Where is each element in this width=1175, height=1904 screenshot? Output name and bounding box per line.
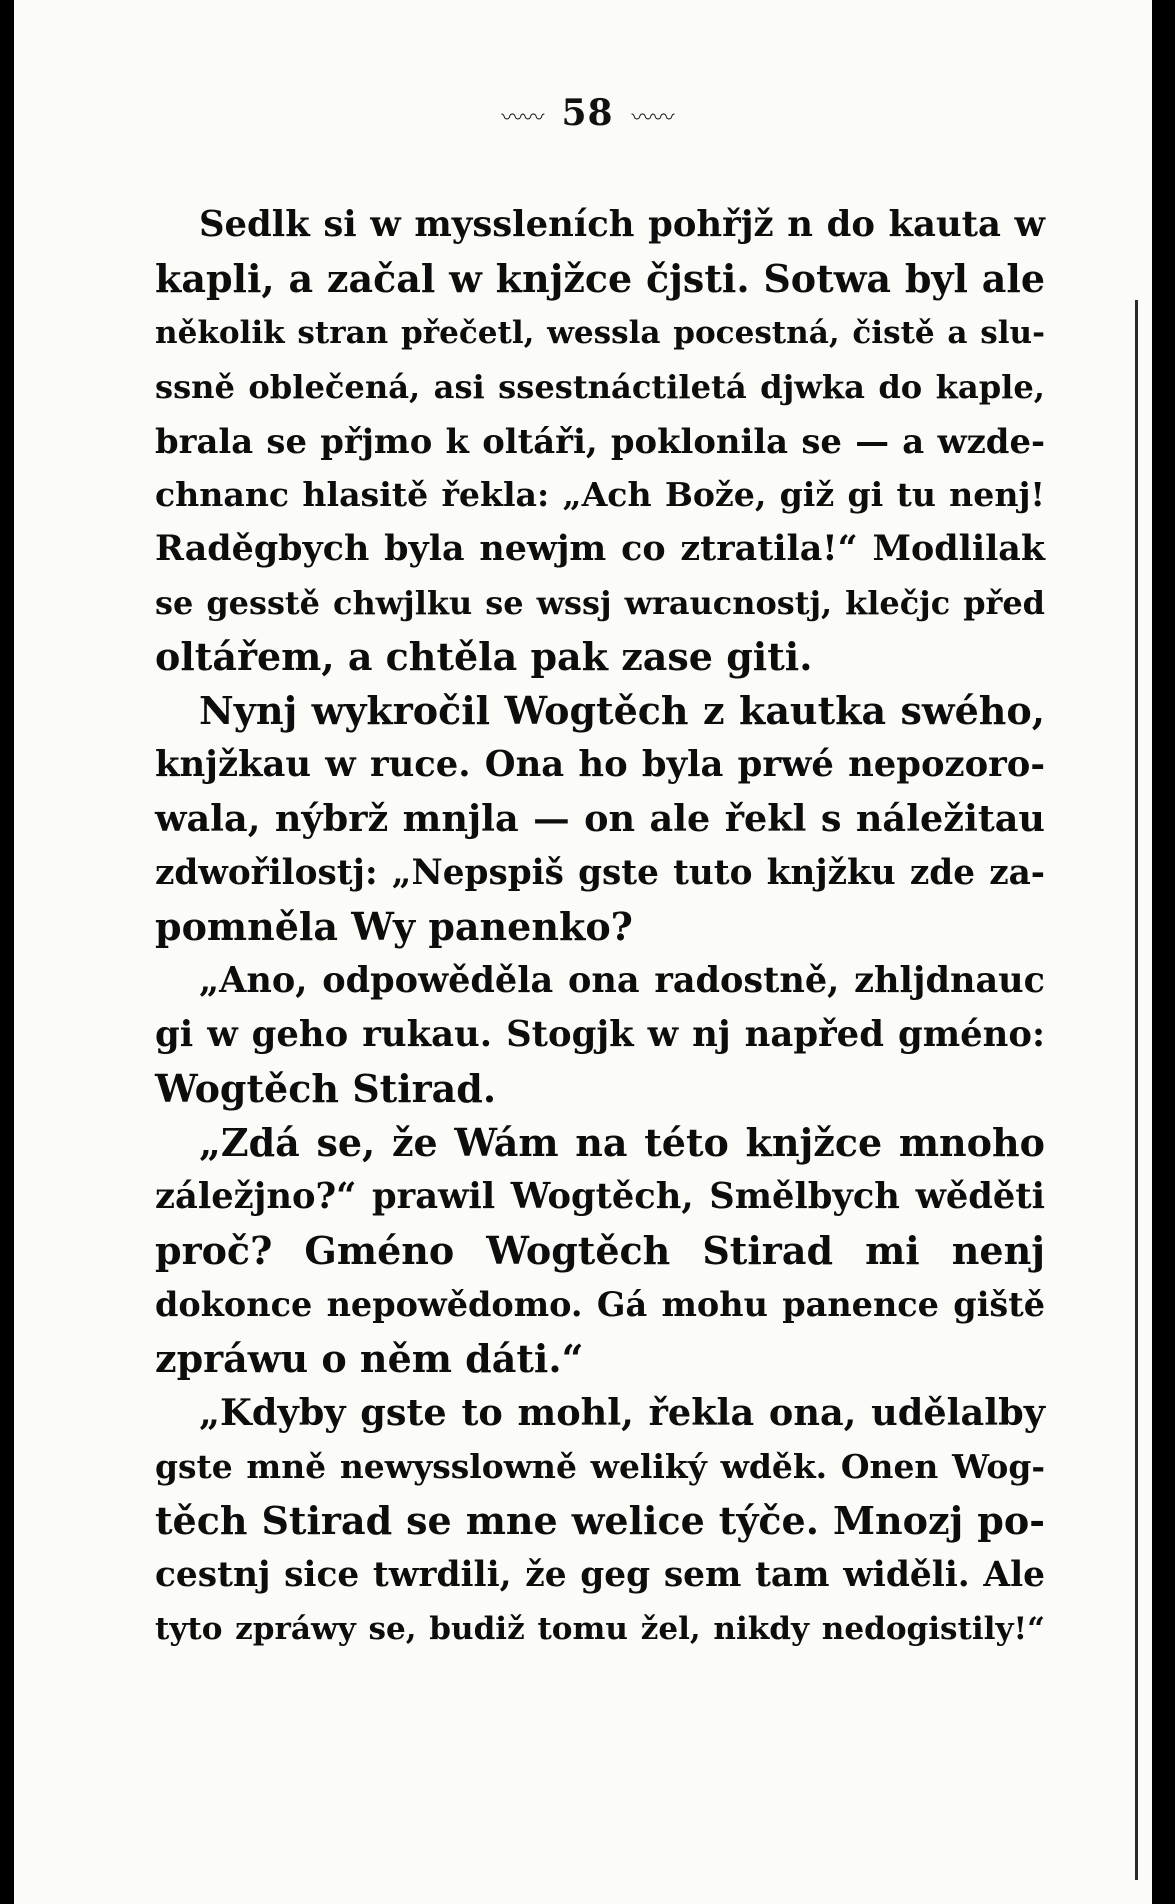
header-ornament-left: 〰〰 [501,105,544,131]
header-ornament-right: 〰〰 [631,105,674,131]
paragraph [155,954,1045,1116]
text-line: se gesstě chwjlku se wssj wraucnostj, klečjc před [155,584,1045,622]
text-line: brala se přjmo k oltáři, poklonila se — a wzde- [155,421,1045,461]
text-line: pomněla Wy panenko? [155,904,633,949]
text-line: „Zdá se, že Wám na této knjžce mnoho [199,1120,1045,1165]
text-line: několik stran přečetl, wessla pocestná, čistě a slu- [155,315,1045,351]
text-line: tyto zpráwy se, budiž tomu žel, nikdy nedogistily!“ [155,1611,1045,1647]
page-number: 58 [561,92,614,134]
text-line: gste mně newysslowně weliký wděk. Onen Wog- [155,1447,1045,1486]
text-line: chnanc hlasitě řekla: „Ach Bože, giž gi tu nenj! [155,475,1045,514]
text-line: knjžkau w ruce. Ona ho byla prwé nepozoro- [155,744,1045,785]
paragraph [155,1386,1045,1656]
text-line: zpráwu o něm dáti.“ [155,1336,584,1381]
text-line: zdwořilostj: „Nepspiš gste tuto knjžku zde za- [155,853,1045,893]
text-line: Raděgbych byla newjm co ztratila!“ Modlilak [155,528,1045,569]
text-line: Nynj wykročil Wogtěch z kautka swého, [199,688,1045,733]
text-line: ssně oblečená, asi ssestnáctiletá djwka do kaple, [155,368,1045,406]
body-text [155,198,1045,1656]
text-line: proč? Gméno Wogtěch Stirad mi nenj [155,1228,1045,1273]
text-line: Sedlk si w myssleních pohřjž n do kauta w [199,204,1045,245]
text-line: „Ano, odpowěděla ona radostně, zhljdnauc [199,960,1045,1001]
paragraph [155,198,1045,684]
text-line: těch Stirad se mne welice týče. Mnozj po- [155,1498,1045,1543]
text-line: kapli, a začal w knjžce čjsti. Sotwa byl ale [155,256,1045,301]
text-line: gi w geho rukau. Stogjk w nj napřed gméno: [155,1014,1045,1055]
text-line: oltářem, a chtěla pak zase giti. [155,634,813,679]
text-line: cestnj sice twrdili, že geg sem tam widěli. Ale [155,1555,1045,1595]
text-line: „Kdyby gste to mohl, řekla ona, udělalby [199,1391,1045,1434]
page-header [0,92,1175,134]
page-edge-line [1135,300,1138,1880]
text-line: záležjno?“ prawil Wogtěch, Smělbych wěděti [155,1176,1045,1217]
text-line: Wogtěch Stirad. [155,1066,497,1111]
paragraph [155,684,1045,954]
text-line: dokonce nepowědomo. Gá mohu panence giště [155,1285,1045,1324]
paragraph [155,1116,1045,1386]
text-line: wala, nýbrž mnjla — on ale řekl s náležitau [155,797,1045,840]
